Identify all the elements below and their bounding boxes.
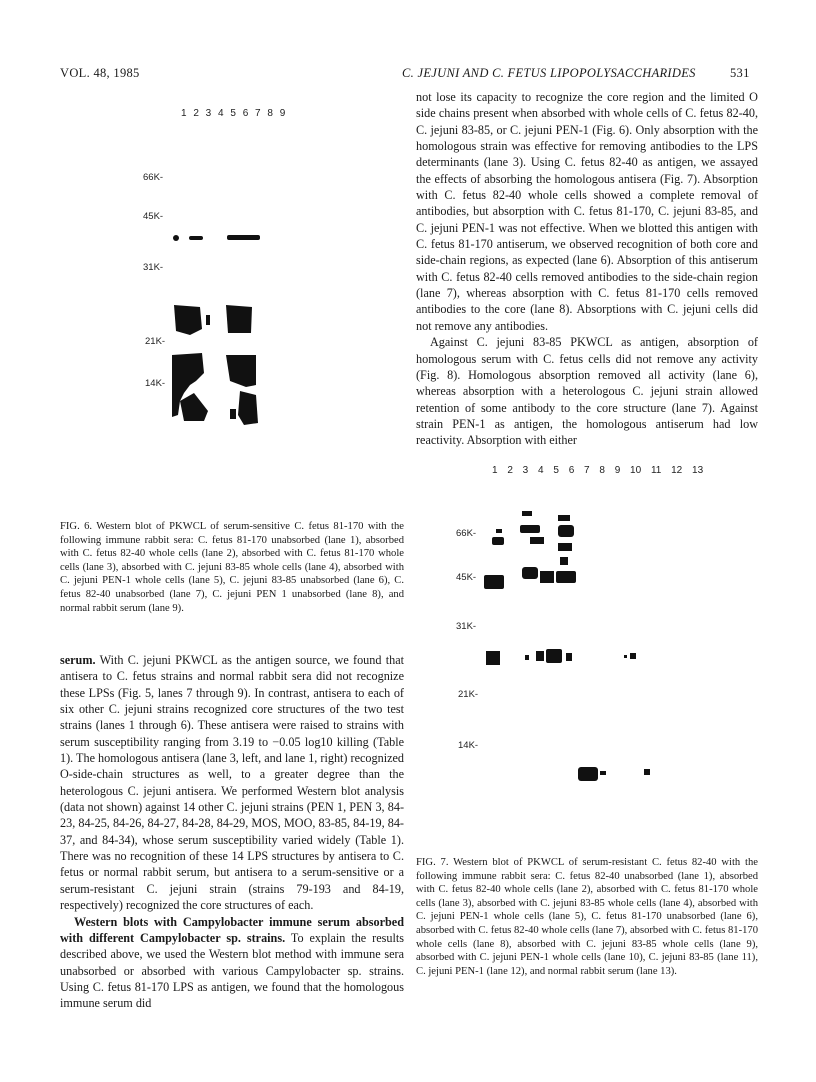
fig7-marker-14k: 14K- bbox=[458, 740, 479, 751]
fig6-marker-14k: 14K- bbox=[145, 378, 166, 389]
section-heading-western-blots: Western blots with Campylobacter immune serum absorbed with different Campylobacter sp. strains. bbox=[60, 914, 404, 945]
left-paragraph-1: With C. jejuni PKWCL as the antigen source, we found that antisera to C. fetus strains and normal rabbit sera did not recognize these LPSs (Fig. 5, lanes 7 through 9). In contrast, antisera to each of six other C. jejuni strains recognized core structures of the two test strains (lanes 1 through 6). These antisera were raised to strains with serum susceptibility ranging from 3.19 to −0.05 log10 killing (Table 1). The homologous antisera (lane 3, left, and lane 1, right) recognized O-side-chain structures as well, to a greater degree than the heterologous C. jejuni antisera. We performed Western blot analysis (data not shown) against 14 other C. jejuni strains (PEN 1, PEN 3, 84-23, 84-25, 84-26, 84-27, 84-28, 84-29, MOS, MOO, 83-85, 84-19, 84-37, and 84-34), whose serum susceptibility varied widely (Table 1). There was no recognition of these 14 LPS structures by antisera to C. fetus or normal rabbit serum, but antisera to a serum-sensitive or a serum-resistant C. jejuni strain (strains 79-193 and 84-19, respectively) recognized the core structures of each. bbox=[60, 653, 404, 913]
fig7-marker-31k: 31K- bbox=[456, 621, 477, 632]
left-column-text bbox=[60, 652, 404, 1012]
running-header-title: C. JEJUNI AND C. FETUS LIPOPOLYSACCHARIDES bbox=[402, 66, 696, 80]
right-paragraph-2: Against C. jejuni 83-85 PKWCL as antigen, absorption of homologous serum with C. fetus cells did not remove any activity (Fig. 8). Homologous absorption removed all activity (lane 6), whereas absorption with a heterologous C. jejuni strain allowed retention of some antibody to the core structure (lane 7). Against strain PEN-1 as antigen, the homologous antiserum had low reactivity. Absorption with either bbox=[416, 335, 758, 448]
fig7-marker-45k: 45K- bbox=[456, 572, 477, 583]
fig6-marker-31k: 31K- bbox=[143, 262, 164, 273]
fig6-marker-66k: 66K- bbox=[143, 172, 164, 183]
fig6-caption: FIG. 6. Western blot of PKWCL of serum-sensitive C. fetus 81-170 with the following immune rabbit sera: C. fetus 81-170 unabsorbed (lane 1), absorbed with C. fetus 82-40 whole cells (lane 2), absorbed with C. fetus 81-170 whole cells (lane 3), absorbed with C. jejuni 83-85 whole cells (lane 4), absorbed with C. jejuni PEN-1 whole cells (lane 5), C. jejuni 83-85 unabsorbed (lane 6), C. fetus 82-40 unabsorbed (lane 7), C. jejuni PEN 1 unabsorbed (lane 8), and normal rabbit serum (lane 9). bbox=[60, 521, 404, 614]
fig6-marker-45k: 45K- bbox=[143, 211, 164, 222]
fig7-blot-image bbox=[480, 505, 670, 795]
fig6-marker-21k: 21K- bbox=[145, 336, 166, 347]
left-paragraph-2: To explain the results described above, we used the Western blot method with immune sera unabsorbed or absorbed with various Campylobacter sp. strains. Using C. fetus 81-170 LPS as antigen, we found that the homologous immune serum did bbox=[60, 930, 404, 1011]
fig7-marker-66k: 66K- bbox=[456, 528, 477, 539]
running-header-volume: VOL. 48, 1985 bbox=[60, 66, 140, 80]
right-column-text bbox=[416, 89, 758, 449]
fig6-blot-image bbox=[160, 225, 280, 425]
fig7-caption: FIG. 7. Western blot of PKWCL of serum-resistant C. fetus 82-40 with the following immune rabbit sera: C. fetus 82-40 unabsorbed (lane 1), absorbed with C. fetus 82-40 whole cells (lane 2), absorbed with C. fetus 81-170 whole cells (lane 3), absorbed with C. jejuni 83-85 whole cells (lane 4), absorbed with C. jejuni PEN-1 whole cells (lane 5), C. fetus 81-170 unabsorbed (lane 6), absorbed with C. fetus 82-40 whole cells (lane 7), absorbed with C. fetus 81-170 whole cells (lane 8), absorbed with C. jejuni 83-85 whole cells (lane 9), absorbed with C. jejuni PEN-1 whole cells (lane 10), C. jejuni 83-85 (lane 11), C. jejuni PEN-1 (lane 12), and normal rabbit serum (lane 13). bbox=[416, 857, 758, 977]
page-number: 531 bbox=[730, 66, 750, 80]
right-paragraph-1: not lose its capacity to recognize the core region and the limited O side chains present when absorbed with whole cells of C. fetus 82-40, C. jejuni 83-85, or C. jejuni PEN-1 (Fig. 6). Only absorption with the homologous strain was effective for removing antibodies to the LPS determinants (lane 3). Using C. fetus 82-40 as antigen, we assayed the effects of absorbing the homologous antisera (Fig. 7). Absorption with C. fetus 82-40 whole cells showed a complete removal of antibodies, but absorption with C. fetus 81-170, C. jejuni 83-85, and C. jejuni PEN-1 was not effective. When we blotted this antigen with C. fetus 81-170 antiserum, we observed recognition of both core and side-chain regions, as expected (lane 6). Absorption of this antiserum with C. fetus 82-40 cells removed antibodies to the side-chain region (lane 7), whereas absorption with C. fetus 81-170 cells removed antibodies to the core (lane 8). Absorptions with C. jejuni cells did not remove any antibodies. bbox=[416, 90, 758, 333]
fig7-lane-numbers: 1 2 3 4 5 6 7 8 9 10 11 12 13 bbox=[492, 465, 704, 476]
left-p1-lead: serum. bbox=[60, 653, 96, 667]
fig6-lane-numbers: 1 2 3 4 5 6 7 8 9 bbox=[181, 108, 286, 119]
fig7-marker-21k: 21K- bbox=[458, 689, 479, 700]
